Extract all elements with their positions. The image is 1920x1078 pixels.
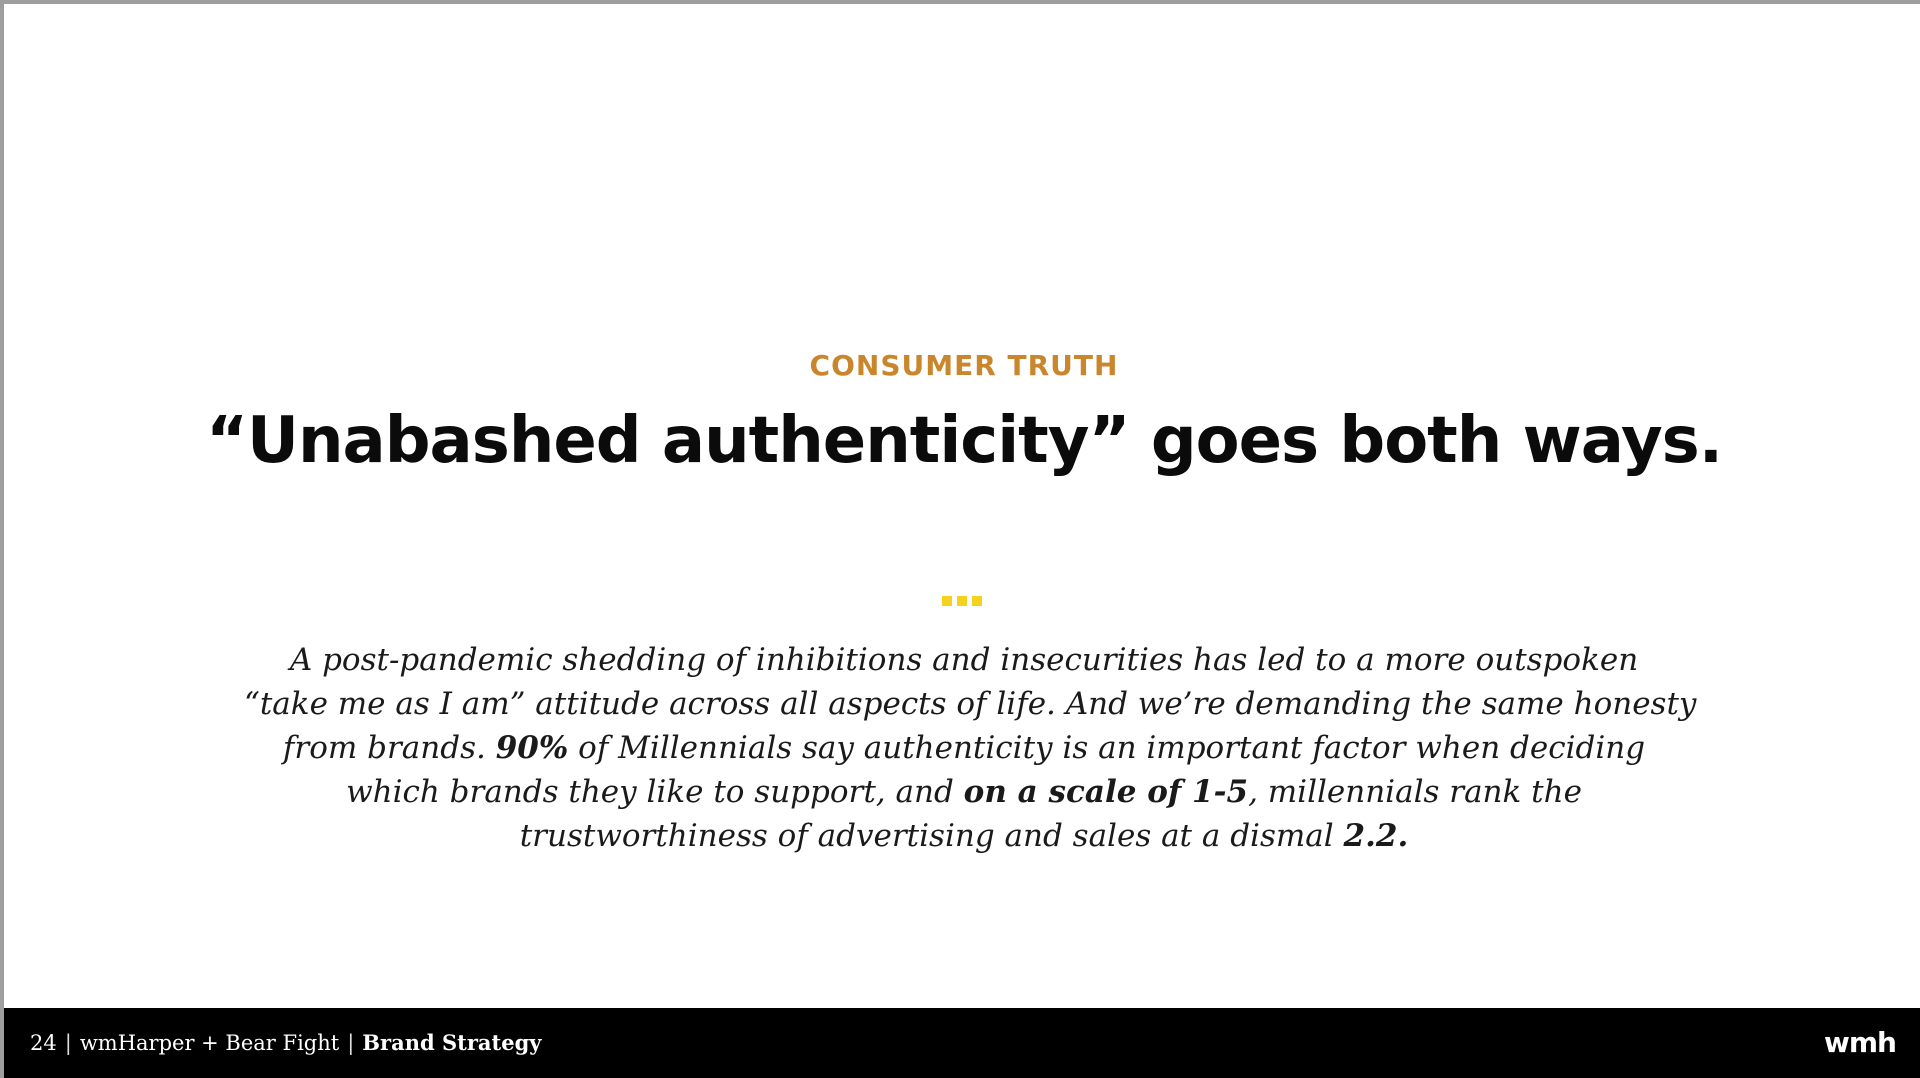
wmh-logo: wmh (1824, 1026, 1896, 1059)
body-line-4 (244, 770, 1684, 814)
stat-highlight: 90% (495, 730, 569, 766)
body-paragraph (244, 638, 1697, 858)
body-text: which brands they like to support, and (346, 774, 964, 810)
body-text: , millennials rank the (1248, 774, 1582, 810)
stat-highlight: on a scale of 1-5 (963, 774, 1249, 810)
body-line-2: “take me as I am” attitude across all aspects of life. And we’re demanding the same honesty (244, 686, 1697, 722)
section-name: Brand Strategy (362, 1030, 542, 1055)
client-name: wmHarper + Bear Fight (79, 1031, 340, 1055)
page-number: 24 (30, 1031, 57, 1055)
stat-highlight: 2.2. (1343, 818, 1409, 854)
body-line-3 (244, 726, 1684, 770)
body-text: from brands. (282, 730, 496, 766)
eyebrow-label: CONSUMER TRUTH (809, 349, 1119, 382)
body-line-1: A post-pandemic shedding of inhibitions and insecurities has led to a more outspoken (289, 642, 1639, 678)
footer-bar (4, 1008, 1920, 1078)
slide-headline: “Unabashed authenticity” goes both ways. (205, 404, 1723, 478)
footer-separator: | (64, 1031, 72, 1055)
divider-dot (972, 596, 982, 606)
footer-info (30, 1008, 541, 1078)
footer-separator: | (347, 1031, 355, 1055)
body-line-5 (244, 814, 1684, 858)
divider-dot (957, 596, 967, 606)
divider-dot (942, 596, 952, 606)
body-text: trustworthiness of advertising and sales at a dismal (519, 818, 1344, 854)
body-text: of Millennials say authenticity is an important factor when deciding (568, 730, 1646, 766)
ellipsis-divider (942, 596, 982, 606)
